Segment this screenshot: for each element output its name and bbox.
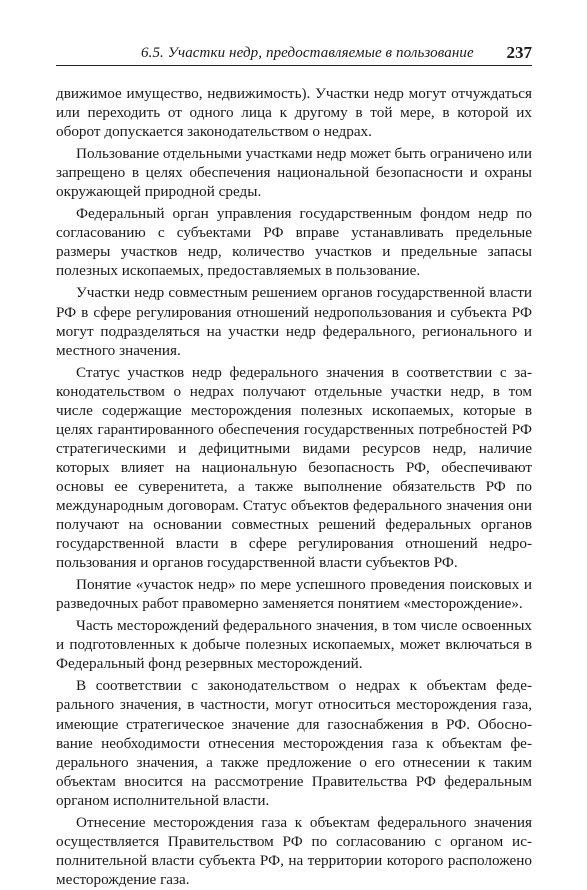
running-header: [56, 36, 532, 66]
paragraph: Участки недр совместным решением органов государственной власти РФ в сфере регулирования отношений недропользования и субъекта РФ могут подразделяться на участки недр федерального, регионального и местного значения.: [56, 284, 532, 359]
paragraph: Федеральный орган управления государственным фондом недр по согласованию с субъектами РФ вправе устанавливать предельные размеры участков недр, количество участков и предельные запасы полезных ископаемых, предоставляемых в пользование.: [56, 205, 532, 280]
paragraph: Пользование отдельными участками недр может быть ограничено или запрещено в целях обеспечения национальной безопасности и охраны окружающей природной среды.: [56, 145, 532, 201]
header-rule: [56, 65, 532, 66]
paragraph: Понятие «участок недр» по мере успешного проведения поисковых и разведочных работ правомерно заменяется понятием «месторождение».: [56, 576, 532, 613]
paragraph: Часть месторождений федерального значения, в том числе освоенных и подготовленных к добыче полезных ископаемых, может включаться в Федеральный фонд резервных месторождений.: [56, 617, 532, 673]
running-title: 6.5. Участки недр, предоставляемые в пользование: [141, 45, 474, 61]
body-text: [56, 84, 532, 889]
paragraph-continued: движимое имущество, недвижимость). Участки недр могут отчуждаться или переходить от одного лица к другому в той мере, в которой их оборот допускается законодательством о недрах.: [56, 85, 532, 141]
paragraph: В соответствии с законодательством о недрах к объектам федерального значения, в частности, могут относиться месторождения газа, имеющие стратегическое значение для газоснабжения в РФ. Обоснование необходимости отнесения месторождения газа к объектам федерального значения, а также предложение о его отнесении к таким объектам вносится на рассмотрение Правительства РФ федеральным органом исполнительной власти.: [56, 677, 532, 809]
paragraph: Отнесение месторождения газа к объектам федерального значения осуществляется Правительством РФ по согласованию с органом исполнительной власти субъекта РФ, на территории которого расположено месторождение газа.: [56, 813, 532, 888]
paragraph: Статус участков недр федерального значения в соответствии с законодательством о недрах получают отдельные участки недр, в том числе содержащие месторождения полезных ископаемых, которые в целях гарантированного обеспечения государственных потребностей РФ стратегическими и дефицитными видами ресурсов недр, наличие которых влияет на национальную безопасность РФ, обеспечивают основы ее суверенитета, а также выполнение обязательств РФ по международным договорам. Статус объектов федерального значения они получают на основании совместных решений федеральных органов государственной власти в сфере регулирования отношений недропользования и органов государственной власти субъектов РФ.: [56, 363, 532, 572]
page-number: 237: [506, 43, 532, 62]
